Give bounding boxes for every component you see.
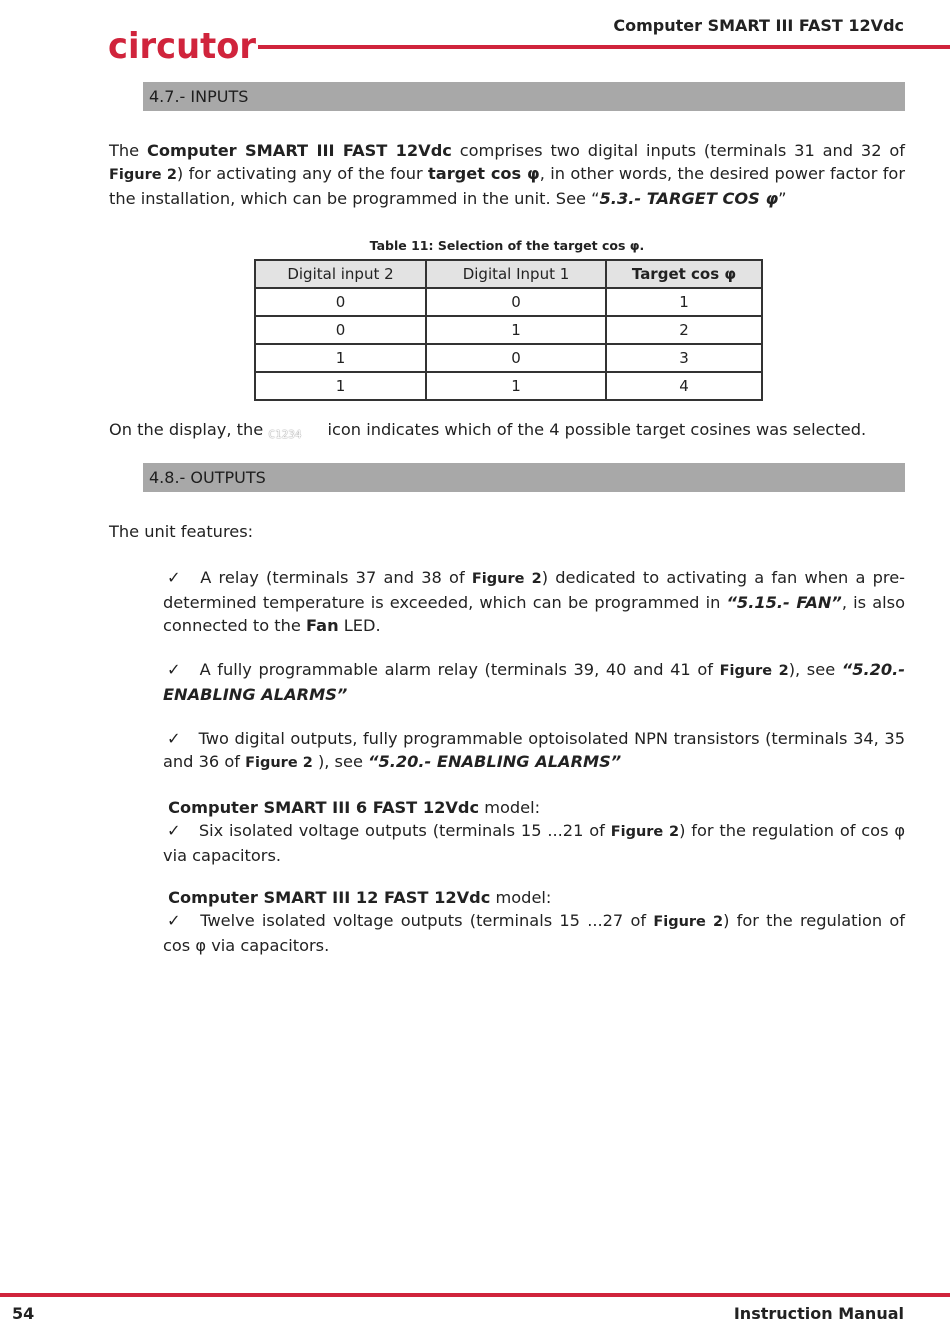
list-item: ✓ Twelve isolated voltage outputs (terminals 15 ...27 of Figure 2) for the regulation of cos φ via capacitors.: [163, 911, 906, 955]
table-cell: 1: [426, 372, 606, 400]
table-cell: 0: [255, 316, 426, 344]
table-row: [255, 316, 762, 344]
table-caption: Table 11: Selection of the target cos φ.: [369, 238, 645, 253]
table-row: [255, 372, 762, 400]
figure-ref: Figure 2: [653, 914, 724, 930]
checkmark-icon: ✓: [167, 660, 181, 679]
table-header-cell: Digital input 2: [255, 260, 426, 288]
checkmark-icon: ✓: [167, 729, 181, 748]
table-header-cell: Target cos φ: [606, 260, 762, 288]
section-ref: “5.15.- FAN”: [726, 593, 842, 612]
header-rule: [258, 45, 950, 49]
table-cell: 0: [426, 344, 606, 372]
section-ref: “5.20.- ENABLING ALARMS”: [368, 752, 622, 771]
model-6-heading: Computer SMART III 6 FAST 12Vdc model:: [168, 798, 541, 817]
logo-text: circutor: [108, 26, 257, 64]
list-item: ✓ A fully programmable alarm relay (terminals 39, 40 and 41 of Figure 2), see “5.20.- ENABLING ALARMS”: [163, 660, 906, 704]
table-cell: 1: [255, 344, 426, 372]
table-header-cell: Digital Input 1: [426, 260, 606, 288]
list-item: ✓ Six isolated voltage outputs (terminals 15 ...21 of Figure 2) for the regulation of cos φ via capacitors.: [163, 821, 906, 865]
checkmark-icon: ✓: [167, 911, 181, 930]
checkmark-icon: ✓: [167, 568, 181, 587]
table-cell: 3: [606, 344, 762, 372]
section-heading-inputs: 4.7.- INPUTS: [143, 82, 905, 111]
table-cell: 0: [255, 288, 426, 316]
header-title: Computer SMART III FAST 12Vdc: [613, 16, 904, 35]
page-number: 54: [12, 1304, 35, 1323]
table-cell: 1: [255, 372, 426, 400]
figure-ref: Figure 2: [610, 824, 680, 840]
display-cos-icon: C1234: [268, 428, 302, 441]
section-heading-outputs: 4.8.- OUTPUTS: [143, 463, 905, 492]
model-12-heading: Computer SMART III 12 FAST 12Vdc model:: [168, 888, 552, 907]
table-cell: 4: [606, 372, 762, 400]
section-ref: 5.3.- TARGET COS φ: [599, 189, 779, 208]
list-item: ✓ A relay (terminals 37 and 38 of Figure 2) dedicated to activating a fan when a pre-determined temperature is exceeded, which can be programmed in “5.15.- FAN”, is also connected to the Fan LED.: [163, 568, 905, 635]
figure-ref: Figure 2: [719, 663, 789, 679]
footer-rule: [0, 1293, 950, 1297]
figure-ref: Figure 2: [109, 167, 177, 183]
circutor-logo: [108, 24, 258, 64]
inputs-paragraph: The Computer SMART III FAST 12Vdc comprises two digital inputs (terminals 31 and 32 of Figure 2) for activating any of the four target cos φ, in other words, the desired power factor for the installation, which can be programmed in the unit. See “5.3.- TARGET COS φ”: [109, 141, 905, 208]
target-cos-table: [254, 259, 761, 396]
footer-title: Instruction Manual: [733, 1304, 904, 1323]
table-row: [255, 344, 762, 372]
table-cell: 2: [606, 316, 762, 344]
figure-ref: Figure 2: [471, 571, 542, 587]
table-header-row: [255, 260, 762, 288]
figure-ref: Figure 2: [245, 755, 313, 771]
section-ref: “5.20.- ENABLING ALARMS”: [163, 660, 906, 704]
table-cell: 0: [426, 288, 606, 316]
table-row: [255, 288, 762, 316]
checkmark-icon: ✓: [167, 821, 181, 840]
list-item: ✓ Two digital outputs, fully programmable optoisolated NPN transistors (terminals 34, 35 and 36 of Figure 2 ), see “5.20.- ENABLING ALARMS”: [163, 729, 905, 771]
table-cell: 1: [606, 288, 762, 316]
display-icon-paragraph: On the display, the C1234 icon indicates which of the 4 possible target cosines was selected.: [109, 418, 905, 444]
table-cell: 1: [426, 316, 606, 344]
outputs-intro: The unit features:: [109, 522, 254, 541]
